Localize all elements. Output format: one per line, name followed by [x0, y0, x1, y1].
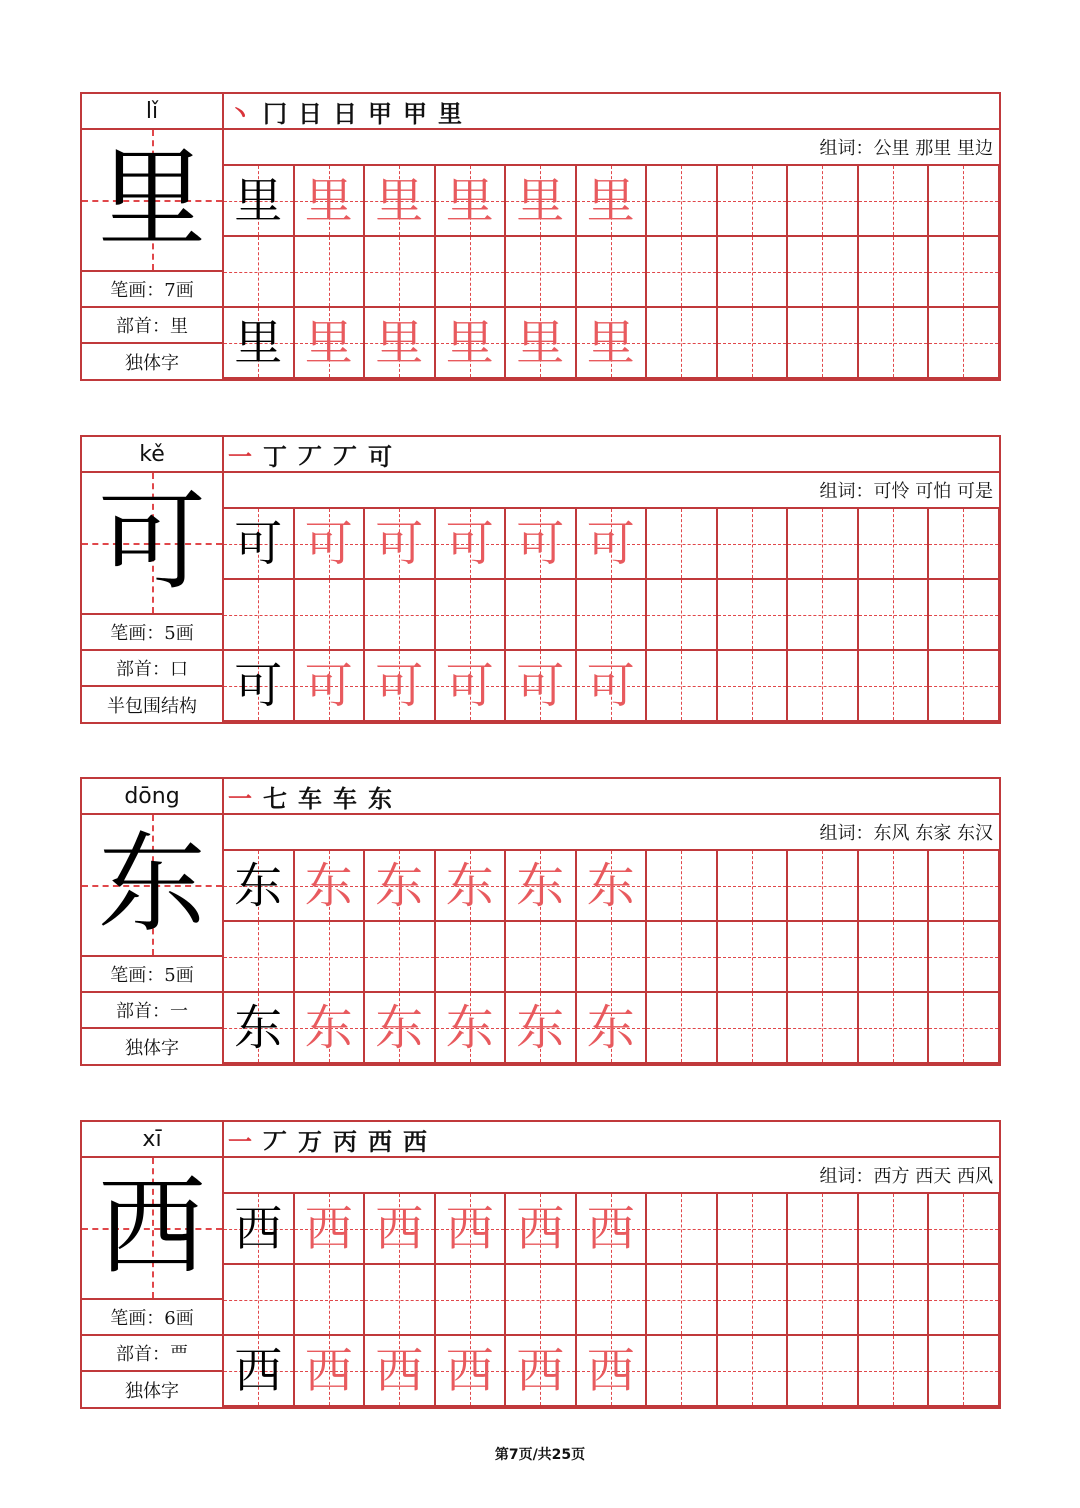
- writing-cell[interactable]: [224, 580, 295, 651]
- writing-cell[interactable]: [224, 922, 295, 993]
- stroke-step: 甲: [403, 98, 427, 128]
- model-char: 里: [234, 172, 283, 229]
- stroke-step: 一: [228, 783, 252, 813]
- trace-char: 可: [445, 515, 494, 572]
- word-list: 组词：东风 东家 东汉: [224, 815, 999, 851]
- trace-char: 可: [304, 657, 353, 714]
- writing-cell[interactable]: [365, 1265, 436, 1336]
- trace-char: 西: [445, 1200, 494, 1257]
- radical: 部首：口: [82, 651, 222, 687]
- stroke-step: 日: [298, 98, 322, 128]
- practice-grid: [224, 509, 999, 722]
- stroke-step: 丶: [228, 98, 252, 128]
- writing-cell[interactable]: [859, 922, 930, 993]
- trace-char: 里: [445, 172, 494, 229]
- writing-cell[interactable]: [647, 922, 718, 993]
- writing-cell[interactable]: [506, 237, 577, 308]
- word-list: 组词：公里 那里 里边: [224, 130, 999, 166]
- writing-cell[interactable]: [788, 580, 859, 651]
- writing-cell[interactable]: [436, 580, 507, 651]
- writing-cell[interactable]: [365, 509, 436, 580]
- writing-cell[interactable]: [929, 509, 1000, 580]
- writing-cell[interactable]: [224, 166, 295, 237]
- writing-cell[interactable]: [295, 651, 366, 722]
- writing-cell[interactable]: [859, 308, 930, 379]
- trace-char: 可: [516, 657, 565, 714]
- writing-cell[interactable]: [365, 851, 436, 922]
- writing-cell[interactable]: [577, 1194, 648, 1265]
- writing-cell[interactable]: [506, 651, 577, 722]
- stroke-step: 一: [228, 441, 252, 471]
- writing-cell[interactable]: [718, 509, 789, 580]
- stroke-step: 车: [333, 783, 357, 813]
- writing-cell[interactable]: [929, 580, 1000, 651]
- writing-cell[interactable]: [365, 1336, 436, 1407]
- writing-cell[interactable]: [929, 1194, 1000, 1265]
- big-char-box: [82, 473, 222, 615]
- writing-cell[interactable]: [295, 1265, 366, 1336]
- writing-cell[interactable]: [506, 1336, 577, 1407]
- writing-cell[interactable]: [647, 1336, 718, 1407]
- writing-cell[interactable]: [577, 651, 648, 722]
- big-char: 东: [97, 822, 206, 947]
- writing-cell[interactable]: [647, 993, 718, 1064]
- writing-cell[interactable]: [295, 166, 366, 237]
- model-char: 里: [234, 314, 283, 371]
- writing-cell[interactable]: [577, 509, 648, 580]
- writing-cell[interactable]: [365, 993, 436, 1064]
- writing-cell[interactable]: [436, 651, 507, 722]
- model-char: 西: [234, 1200, 283, 1257]
- writing-cell[interactable]: [929, 1336, 1000, 1407]
- writing-cell[interactable]: [224, 1194, 295, 1265]
- writing-cell[interactable]: [647, 580, 718, 651]
- writing-cell[interactable]: [365, 1194, 436, 1265]
- trace-char: 东: [375, 857, 424, 914]
- writing-cell[interactable]: [224, 237, 295, 308]
- writing-cell[interactable]: [365, 651, 436, 722]
- writing-cell[interactable]: [647, 1265, 718, 1336]
- stroke-count: 笔画：5画: [82, 615, 222, 651]
- writing-cell[interactable]: [859, 237, 930, 308]
- writing-cell[interactable]: [859, 1194, 930, 1265]
- character-block: [80, 435, 1001, 724]
- writing-cell[interactable]: [436, 237, 507, 308]
- big-char: 里: [97, 137, 206, 262]
- char-info-panel: [82, 1122, 224, 1407]
- writing-cell[interactable]: [577, 237, 648, 308]
- practice-panel: [224, 94, 999, 379]
- writing-cell[interactable]: [718, 922, 789, 993]
- writing-cell[interactable]: [577, 851, 648, 922]
- writing-cell[interactable]: [718, 1336, 789, 1407]
- writing-cell[interactable]: [718, 1265, 789, 1336]
- radical: 部首：里: [82, 308, 222, 344]
- trace-char: 东: [516, 999, 565, 1056]
- writing-cell[interactable]: [295, 308, 366, 379]
- model-char: 西: [234, 1342, 283, 1399]
- model-char: 可: [234, 515, 283, 572]
- trace-char: 西: [516, 1342, 565, 1399]
- trace-char: 里: [516, 172, 565, 229]
- character-block: [80, 777, 1001, 1066]
- writing-cell[interactable]: [929, 1265, 1000, 1336]
- structure: 独体字: [125, 1038, 179, 1059]
- writing-cell[interactable]: [577, 308, 648, 379]
- practice-grid: [224, 851, 999, 1064]
- writing-cell[interactable]: [224, 308, 295, 379]
- writing-cell[interactable]: [577, 166, 648, 237]
- model-char: 东: [234, 857, 283, 914]
- writing-cell[interactable]: [718, 1194, 789, 1265]
- writing-cell[interactable]: [295, 237, 366, 308]
- page-footer: 第7页/共25页: [494, 1447, 586, 1463]
- writing-cell[interactable]: [647, 1194, 718, 1265]
- writing-cell[interactable]: [506, 851, 577, 922]
- writing-cell[interactable]: [788, 922, 859, 993]
- writing-cell[interactable]: [859, 580, 930, 651]
- writing-cell[interactable]: [929, 993, 1000, 1064]
- stroke-step: 甲: [368, 98, 392, 128]
- trace-char: 东: [304, 999, 353, 1056]
- trace-char: 里: [586, 172, 635, 229]
- trace-char: 西: [586, 1342, 635, 1399]
- stroke-step: 一: [228, 1126, 252, 1156]
- writing-cell[interactable]: [295, 993, 366, 1064]
- writing-cell[interactable]: [295, 1336, 366, 1407]
- writing-cell[interactable]: [647, 851, 718, 922]
- writing-cell[interactable]: [506, 1265, 577, 1336]
- structure: 独体字: [125, 353, 179, 374]
- stroke-step: 里: [438, 98, 462, 128]
- writing-cell[interactable]: [224, 509, 295, 580]
- stroke-step: 冂: [263, 98, 287, 128]
- writing-cell[interactable]: [506, 509, 577, 580]
- trace-char: 西: [375, 1342, 424, 1399]
- model-char: 可: [234, 657, 283, 714]
- writing-cell[interactable]: [506, 993, 577, 1064]
- big-char-box: [82, 130, 222, 272]
- stroke-count: 笔画：7画: [82, 272, 222, 308]
- writing-cell[interactable]: [718, 993, 789, 1064]
- practice-grid: [224, 166, 999, 379]
- writing-cell[interactable]: [788, 1194, 859, 1265]
- stroke-step: 可: [368, 441, 392, 471]
- char-info-panel: [82, 437, 224, 722]
- writing-cell[interactable]: [929, 922, 1000, 993]
- structure: 独体字: [125, 1381, 179, 1402]
- writing-cell[interactable]: [577, 993, 648, 1064]
- big-char: 可: [97, 480, 206, 605]
- writing-cell[interactable]: [859, 651, 930, 722]
- writing-cell[interactable]: [224, 851, 295, 922]
- trace-char: 里: [375, 172, 424, 229]
- writing-cell[interactable]: [224, 1265, 295, 1336]
- writing-cell[interactable]: [788, 509, 859, 580]
- stroke-step: 东: [368, 783, 392, 813]
- trace-char: 西: [445, 1342, 494, 1399]
- writing-cell[interactable]: [436, 851, 507, 922]
- character-block: [80, 92, 1001, 381]
- stroke-order: [224, 1122, 999, 1158]
- trace-char: 东: [445, 857, 494, 914]
- writing-cell[interactable]: [929, 308, 1000, 379]
- writing-cell[interactable]: [929, 166, 1000, 237]
- word-list: 组词：可怜 可怕 可是: [224, 473, 999, 509]
- writing-cell[interactable]: [788, 1336, 859, 1407]
- writing-cell[interactable]: [295, 1194, 366, 1265]
- trace-char: 东: [304, 857, 353, 914]
- writing-cell[interactable]: [859, 851, 930, 922]
- writing-cell[interactable]: [365, 580, 436, 651]
- writing-cell[interactable]: [718, 166, 789, 237]
- char-info-panel: [82, 779, 224, 1064]
- writing-cell[interactable]: [224, 651, 295, 722]
- writing-cell[interactable]: [436, 1336, 507, 1407]
- trace-char: 可: [375, 657, 424, 714]
- writing-cell[interactable]: [436, 922, 507, 993]
- writing-cell[interactable]: [647, 651, 718, 722]
- writing-cell[interactable]: [788, 1265, 859, 1336]
- trace-char: 可: [375, 515, 424, 572]
- writing-cell[interactable]: [577, 580, 648, 651]
- writing-cell[interactable]: [788, 851, 859, 922]
- trace-char: 东: [375, 999, 424, 1056]
- stroke-step: 西: [403, 1126, 427, 1156]
- writing-cell[interactable]: [788, 993, 859, 1064]
- trace-char: 东: [445, 999, 494, 1056]
- writing-cell[interactable]: [859, 993, 930, 1064]
- pinyin: kě: [82, 437, 222, 473]
- trace-char: 可: [586, 515, 635, 572]
- trace-char: 西: [586, 1200, 635, 1257]
- stroke-order: [224, 779, 999, 815]
- trace-char: 西: [375, 1200, 424, 1257]
- writing-cell[interactable]: [506, 1194, 577, 1265]
- writing-cell[interactable]: [577, 1336, 648, 1407]
- writing-cell[interactable]: [365, 922, 436, 993]
- radical: 部首：一: [82, 993, 222, 1029]
- writing-cell[interactable]: [859, 509, 930, 580]
- radical: 部首：覀: [82, 1336, 222, 1372]
- writing-cell[interactable]: [436, 993, 507, 1064]
- writing-cell[interactable]: [577, 1265, 648, 1336]
- writing-cell[interactable]: [224, 993, 295, 1064]
- stroke-step: 丙: [333, 1126, 357, 1156]
- writing-cell[interactable]: [647, 166, 718, 237]
- stroke-order: [224, 94, 999, 130]
- writing-cell[interactable]: [295, 922, 366, 993]
- trace-char: 里: [304, 172, 353, 229]
- pinyin: dōng: [82, 779, 222, 815]
- writing-cell[interactable]: [718, 580, 789, 651]
- trace-char: 里: [516, 314, 565, 371]
- writing-cell[interactable]: [436, 166, 507, 237]
- writing-cell[interactable]: [506, 166, 577, 237]
- trace-char: 可: [304, 515, 353, 572]
- writing-cell[interactable]: [718, 308, 789, 379]
- trace-char: 里: [586, 314, 635, 371]
- writing-cell[interactable]: [224, 1336, 295, 1407]
- trace-char: 西: [304, 1342, 353, 1399]
- trace-char: 可: [586, 657, 635, 714]
- trace-char: 西: [304, 1200, 353, 1257]
- writing-cell[interactable]: [295, 851, 366, 922]
- model-char: 东: [234, 999, 283, 1056]
- trace-char: 东: [586, 999, 635, 1056]
- writing-cell[interactable]: [859, 1265, 930, 1336]
- stroke-count: 笔画：6画: [82, 1300, 222, 1336]
- trace-char: 东: [516, 857, 565, 914]
- writing-cell[interactable]: [295, 580, 366, 651]
- writing-cell[interactable]: [577, 922, 648, 993]
- trace-char: 里: [445, 314, 494, 371]
- writing-cell[interactable]: [929, 651, 1000, 722]
- stroke-step: 七: [263, 783, 287, 813]
- stroke-order: [224, 437, 999, 473]
- trace-char: 里: [375, 314, 424, 371]
- practice-panel: [224, 779, 999, 1064]
- pinyin: lǐ: [82, 94, 222, 130]
- writing-cell[interactable]: [506, 308, 577, 379]
- stroke-step: 日: [333, 98, 357, 128]
- trace-char: 可: [516, 515, 565, 572]
- stroke-step: 丆: [263, 1126, 287, 1156]
- writing-cell[interactable]: [718, 851, 789, 922]
- writing-cell[interactable]: [365, 237, 436, 308]
- writing-cell[interactable]: [647, 308, 718, 379]
- stroke-step: 丆: [333, 441, 357, 471]
- stroke-step: 车: [298, 783, 322, 813]
- stroke-step: 西: [368, 1126, 392, 1156]
- big-char-box: [82, 815, 222, 957]
- char-info-panel: [82, 94, 224, 379]
- practice-panel: [224, 437, 999, 722]
- writing-cell[interactable]: [929, 237, 1000, 308]
- writing-cell[interactable]: [365, 166, 436, 237]
- word-list: 组词：西方 西天 西风: [224, 1158, 999, 1194]
- writing-cell[interactable]: [788, 308, 859, 379]
- practice-panel: [224, 1122, 999, 1407]
- writing-cell[interactable]: [718, 651, 789, 722]
- writing-cell[interactable]: [788, 237, 859, 308]
- stroke-step: 丁: [263, 441, 287, 471]
- writing-cell[interactable]: [788, 651, 859, 722]
- writing-cell[interactable]: [436, 1265, 507, 1336]
- trace-char: 西: [516, 1200, 565, 1257]
- trace-char: 东: [586, 857, 635, 914]
- writing-cell[interactable]: [506, 580, 577, 651]
- pinyin: xī: [82, 1122, 222, 1158]
- writing-cell[interactable]: [436, 509, 507, 580]
- stroke-step: 万: [298, 1126, 322, 1156]
- writing-cell[interactable]: [436, 1194, 507, 1265]
- big-char: 西: [97, 1165, 206, 1290]
- big-char-box: [82, 1158, 222, 1300]
- stroke-step: 丆: [298, 441, 322, 471]
- structure: 半包围结构: [107, 696, 197, 717]
- writing-cell[interactable]: [647, 237, 718, 308]
- writing-cell[interactable]: [295, 509, 366, 580]
- practice-grid: [224, 1194, 999, 1407]
- writing-cell[interactable]: [788, 166, 859, 237]
- writing-cell[interactable]: [929, 851, 1000, 922]
- writing-cell[interactable]: [718, 237, 789, 308]
- character-block: [80, 1120, 1001, 1409]
- stroke-count: 笔画：5画: [82, 957, 222, 993]
- trace-char: 可: [445, 657, 494, 714]
- writing-cell[interactable]: [365, 308, 436, 379]
- writing-cell[interactable]: [506, 922, 577, 993]
- writing-cell[interactable]: [647, 509, 718, 580]
- trace-char: 里: [304, 314, 353, 371]
- writing-cell[interactable]: [436, 308, 507, 379]
- writing-cell[interactable]: [859, 1336, 930, 1407]
- writing-cell[interactable]: [859, 166, 930, 237]
